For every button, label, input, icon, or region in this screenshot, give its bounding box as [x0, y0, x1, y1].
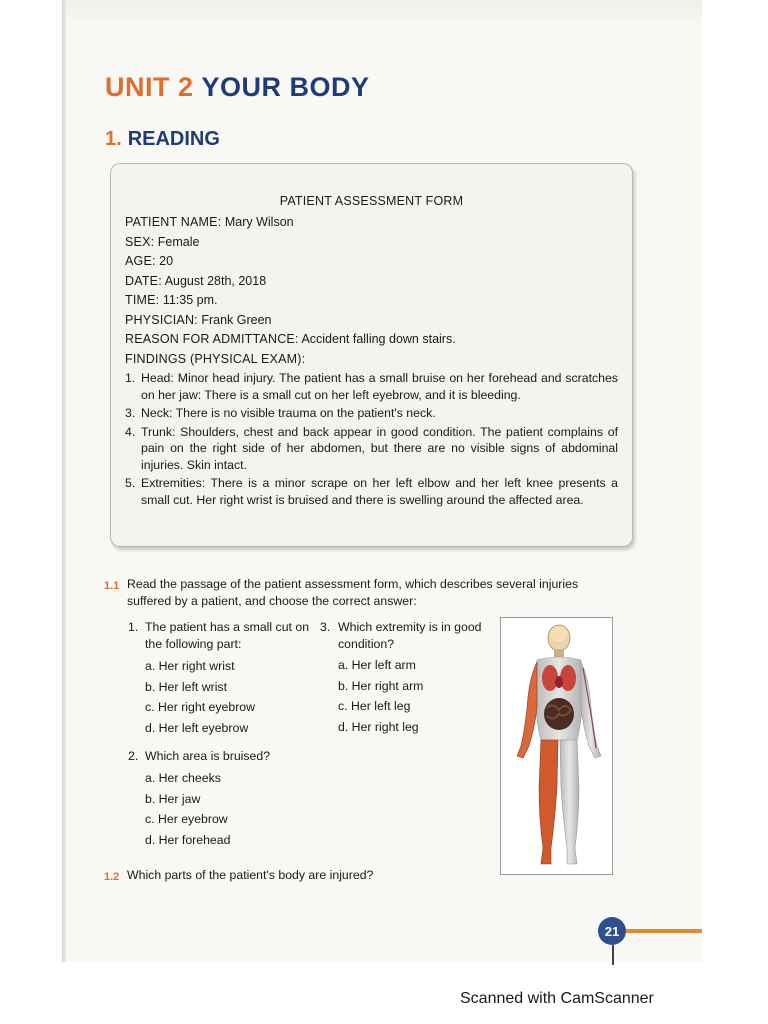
question-1-option-d[interactable]: d. Her left eyebrow	[145, 721, 249, 735]
question-1-option-c[interactable]: c. Her right eyebrow	[145, 700, 256, 714]
finding-extremities: 5. Extremities: There is a minor scrape on her left elbow and her left knee presents a small cut. Her right wrist is bruised and there is swelling around the affected area.	[125, 476, 618, 507]
findings-list	[125, 370, 618, 508]
question-2-number: 2.	[128, 749, 139, 763]
section-heading	[105, 128, 220, 151]
exercise-1-1-instructions: Read the passage of the patient assessment form, which describes several injuries suffered by a patient, and choose the correct answer:	[127, 577, 579, 608]
page-top-tint	[66, 0, 702, 24]
finding-neck: 3. Neck: There is no visible trauma on the patient's neck.	[125, 406, 436, 420]
form-field-physician: PHYSICIAN: Frank Green	[125, 312, 272, 327]
exercise-1-2-question: Which parts of the patient's body are injured?	[127, 868, 374, 882]
form-field-reason: REASON FOR ADMITTANCE: Accident falling down stairs.	[125, 332, 456, 346]
patient-assessment-form	[110, 163, 633, 547]
form-field-date: DATE: August 28th, 2018	[125, 273, 267, 288]
question-3-option-c[interactable]: c. Her left leg	[338, 699, 411, 713]
unit-label: UNIT 2	[105, 72, 194, 102]
form-field-sex: SEX: Female	[125, 234, 200, 249]
finding-trunk: 4. Trunk: Shoulders, chest and back appear in good condition. The patient complains of pain on the right side of her abdomen, but there are no visible signs of abdominal injuries. Skin intact.	[125, 424, 618, 472]
section-number: 1.	[105, 128, 122, 150]
question-3-number: 3.	[320, 620, 331, 634]
unit-name: YOUR BODY	[201, 72, 370, 102]
section-title: READING	[127, 128, 220, 150]
page-number-badge: 21	[598, 917, 626, 945]
question-1-number: 1.	[128, 620, 139, 634]
question-1-option-b[interactable]: b. Her left wrist	[145, 680, 227, 694]
question-2-option-c[interactable]: c. Her eyebrow	[145, 812, 228, 826]
exercise-1-1-number: 1.1	[104, 580, 120, 592]
form-field-time: TIME: 11:35 pm.	[125, 293, 218, 307]
question-1-text: The patient has a small cut on the following part:	[145, 620, 310, 651]
page-number-rule	[612, 945, 614, 965]
exercise-1-2-number: 1.2	[104, 871, 120, 883]
question-2-option-a[interactable]: a. Her cheeks	[145, 771, 221, 785]
page-number-bar	[626, 929, 702, 933]
form-title: PATIENT ASSESSMENT FORM	[279, 194, 464, 208]
form-field-age: AGE: 20	[125, 254, 174, 268]
unit-title	[105, 72, 370, 103]
form-field-patient-name: PATIENT NAME: Mary Wilson	[125, 215, 294, 229]
question-3-option-d[interactable]: d. Her right leg	[338, 720, 419, 734]
question-3-text: Which extremity is in good condition?	[338, 620, 482, 651]
question-2-option-d[interactable]: d. Her forehead	[145, 833, 231, 847]
human-anatomy-illustration	[500, 617, 613, 875]
question-2-text: Which area is bruised?	[145, 749, 271, 763]
question-1-option-a[interactable]: a. Her right wrist	[145, 659, 235, 673]
question-3-option-a[interactable]: a. Her left arm	[338, 658, 416, 672]
anatomy-figure-icon	[501, 618, 612, 874]
question-3-option-b[interactable]: b. Her right arm	[338, 679, 424, 693]
scanner-watermark: Scanned with CamScanner	[460, 990, 654, 1007]
form-field-findings: FINDINGS (PHYSICAL EXAM):	[125, 351, 306, 366]
question-2-option-b[interactable]: b. Her jaw	[145, 792, 201, 806]
finding-head: 1. Head: Minor head injury. The patient has a small bruise on her forehead and scratches on her jaw: There is a small cut on her left eyebrow, and it is bleeding.	[125, 371, 618, 402]
